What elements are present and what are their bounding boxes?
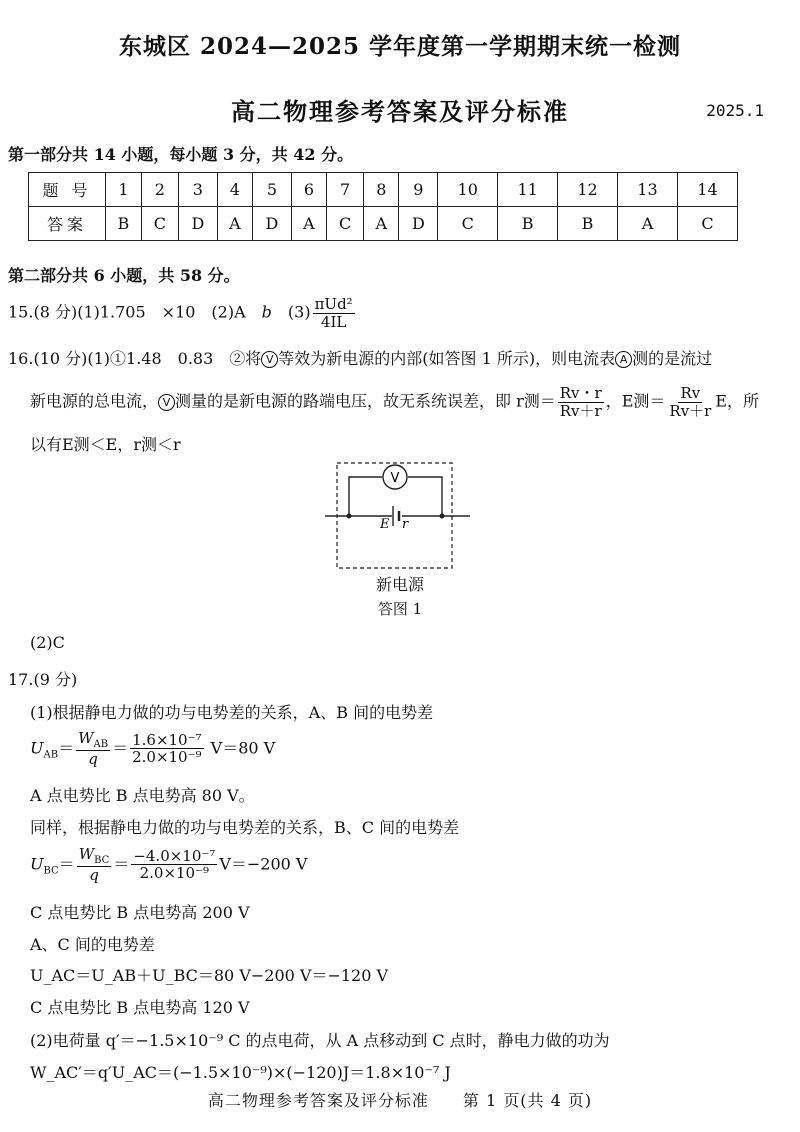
q16-f2-num: Rv — [680, 384, 701, 402]
q16-line1-b: 等效为新电源的内部(如答图 1 所示)，则电流表 — [278, 349, 616, 368]
answer-cell: C — [141, 207, 178, 241]
figure-caption: 答图 1 — [377, 600, 423, 618]
uab-frac2-den: 2.0×10⁻⁹ — [132, 748, 202, 767]
wab-sub: AB — [93, 739, 109, 750]
q16-line2-d: E，所 — [715, 391, 760, 411]
question-number-cell: 13 — [618, 173, 678, 207]
question-number-cell: 14 — [677, 173, 737, 207]
ammeter-symbol: A — [615, 351, 632, 368]
q15-answer — [8, 296, 357, 330]
voltmeter-symbol-2: V — [158, 394, 175, 411]
answer-cell: D — [399, 207, 438, 241]
q16-f1-num: Rv・r — [559, 384, 602, 402]
page-footer: 高二物理参考答案及评分标准 第 1 页(共 4 页) — [207, 1091, 593, 1110]
ubc-result: V＝−200 V — [219, 854, 308, 874]
question-number-cell: 7 — [327, 173, 364, 207]
answer-cell: B — [558, 207, 618, 241]
question-number-cell: 8 — [364, 173, 399, 207]
ubc-frac2-num: −4.0×10⁻⁷ — [133, 846, 216, 865]
question-number-cell: 5 — [253, 173, 292, 207]
q17-uab-eq: $U_{AB}=$ $\frac{W_{AB}}{q}$ ＝ $\frac{\text{1.6×10⁻⁷}}{\text{2.0×10⁻⁹}}$ V＝80 V — [30, 729, 276, 768]
question-number-cell: 11 — [498, 173, 558, 207]
answer-key-title: 高二物理参考答案及评分标准 — [231, 97, 569, 126]
q17-line7: A、C 间的电势差 — [30, 935, 155, 954]
question-number-cell: 12 — [558, 173, 618, 207]
q15-frac-num: πUd² — [314, 295, 353, 313]
ubc-frac1 — [77, 846, 112, 884]
q16-fraction-r — [558, 385, 604, 419]
part1-heading: 第一部分共 14 小题，每小题 3 分，共 42 分。 — [8, 145, 354, 164]
answer-cell: A — [618, 207, 678, 241]
answer-cell: A — [291, 207, 326, 241]
q16-line1-a: 16.(10 分)(1)①1.48 0.83 ②将 — [8, 349, 262, 368]
q-symbol-2: q — [89, 866, 99, 884]
q17-line4: 同样，根据静电力做的功与电势差的关系，B、C 间的电势差 — [30, 818, 460, 837]
q16-part2: (2)C — [30, 633, 65, 652]
answer-cell: C — [327, 207, 364, 241]
voltmeter-wire-left — [349, 477, 382, 516]
q17-wac-eq: W_AC′＝q′U_AC＝(−1.5×10⁻⁹)×(−120)J＝1.8×10⁻⁷ J — [30, 1063, 451, 1082]
uab-frac2-num: 1.6×10⁻⁷ — [132, 730, 202, 749]
q17-head: 17.(9 分) — [8, 670, 78, 689]
voltmeter-wire-right — [408, 477, 442, 516]
q17-uac-eq: U_AC＝U_AB＋U_BC＝80 V−200 V＝−120 V — [30, 966, 389, 985]
q-symbol: q — [88, 750, 98, 768]
q16-line2-b: 测量的是新电源的路端电压，故无系统误差，即 r测＝ — [175, 391, 556, 411]
answer-table — [28, 172, 738, 241]
part2-heading: 第二部分共 6 小题，共 58 分。 — [8, 266, 240, 285]
answer-cell: A — [364, 207, 399, 241]
question-number-cell: 4 — [217, 173, 252, 207]
q15-part3: (3) — [271, 302, 311, 322]
answer-cell: A — [217, 207, 252, 241]
q17-line3: A 点电势比 B 点电势高 80 V。 — [30, 786, 255, 805]
q16-f2-den: Rv＋r — [669, 401, 712, 420]
q16-f1-den: Rv＋r — [559, 401, 602, 420]
voltmeter-letter: V — [390, 471, 400, 486]
q16-line2-a: 新电源的总电流， — [30, 391, 159, 411]
answer-cell: D — [253, 207, 292, 241]
internal-resistance-label: r — [402, 517, 409, 532]
row-label-number: 题 号 — [29, 173, 106, 207]
q16-line3: 以有E测＜E，r测＜r — [30, 435, 181, 454]
circuit-diagram — [320, 460, 480, 620]
uab-frac1 — [76, 730, 110, 768]
question-number-cell: 2 — [141, 173, 178, 207]
node-right — [440, 514, 445, 519]
exam-date: 2025.1 — [706, 101, 764, 120]
q16-line2-c: ，E测＝ — [605, 391, 666, 411]
q15-b: b — [261, 302, 272, 322]
row-label-answer: 答案 — [29, 207, 106, 241]
question-number-cell: 10 — [438, 173, 498, 207]
ubc-frac2 — [131, 848, 217, 882]
node-left — [347, 514, 352, 519]
q17-line9: C 点电势比 B 点电势高 120 V — [30, 998, 250, 1017]
question-number-cell: 6 — [291, 173, 326, 207]
answer-row — [29, 207, 738, 241]
answer-cell: D — [178, 207, 217, 241]
voltmeter-symbol: V — [261, 351, 278, 368]
q15-fraction — [313, 296, 355, 330]
q17-line10: (2)电荷量 q′＝−1.5×10⁻⁹ C 的点电荷，从 A 点移动到 C 点时，静电力做的功为 — [30, 1031, 610, 1050]
q17-line1: (1)根据静电力做的功与电势差的关系，A、B 间的电势差 — [30, 703, 434, 722]
answer-cell: B — [106, 207, 142, 241]
exam-title: 东城区 2024—2025 学年度第一学期期末统一检测 — [118, 33, 682, 60]
wab-symbol: W — [78, 729, 94, 747]
ubc-sub: BC — [43, 865, 59, 877]
uab-symbol: U — [30, 738, 44, 758]
q16-line1 — [8, 346, 712, 369]
ubc-symbol: U — [30, 854, 44, 874]
emf-label: E — [380, 517, 390, 532]
answer-cell: B — [498, 207, 558, 241]
uab-sub: AB — [43, 749, 59, 761]
q16-fraction-E — [667, 385, 713, 419]
circuit-figure — [320, 460, 480, 620]
answer-cell: C — [677, 207, 737, 241]
q17-ubc-eq: $U_{BC}=$ $\frac{W_{BC}}{q}$ ＝ $\frac{\text{−4.0×10⁻⁷}}{\text{2.0×10⁻⁹}}$ V＝−200 V — [30, 845, 308, 884]
uab-frac2 — [130, 732, 203, 766]
q15-text: 15.(8 分)(1)1.705 ×10 (2)A — [8, 302, 262, 322]
figure-label: 新电源 — [375, 575, 424, 594]
ubc-frac2-den: 2.0×10⁻⁹ — [139, 864, 210, 883]
q16-line2 — [30, 385, 759, 419]
q17-line6: C 点电势比 B 点电势高 200 V — [30, 903, 250, 922]
wbc-symbol: W — [78, 845, 95, 863]
q15-frac-den: 4IL — [320, 312, 347, 331]
answer-cell: C — [438, 207, 498, 241]
wbc-sub: BC — [94, 855, 110, 866]
question-number-cell: 3 — [178, 173, 217, 207]
question-number-row — [29, 173, 738, 207]
uab-result: V＝80 V — [205, 738, 276, 758]
question-number-cell: 1 — [106, 173, 142, 207]
q16-line1-c: 测的是流过 — [632, 349, 713, 368]
question-number-cell: 9 — [399, 173, 438, 207]
